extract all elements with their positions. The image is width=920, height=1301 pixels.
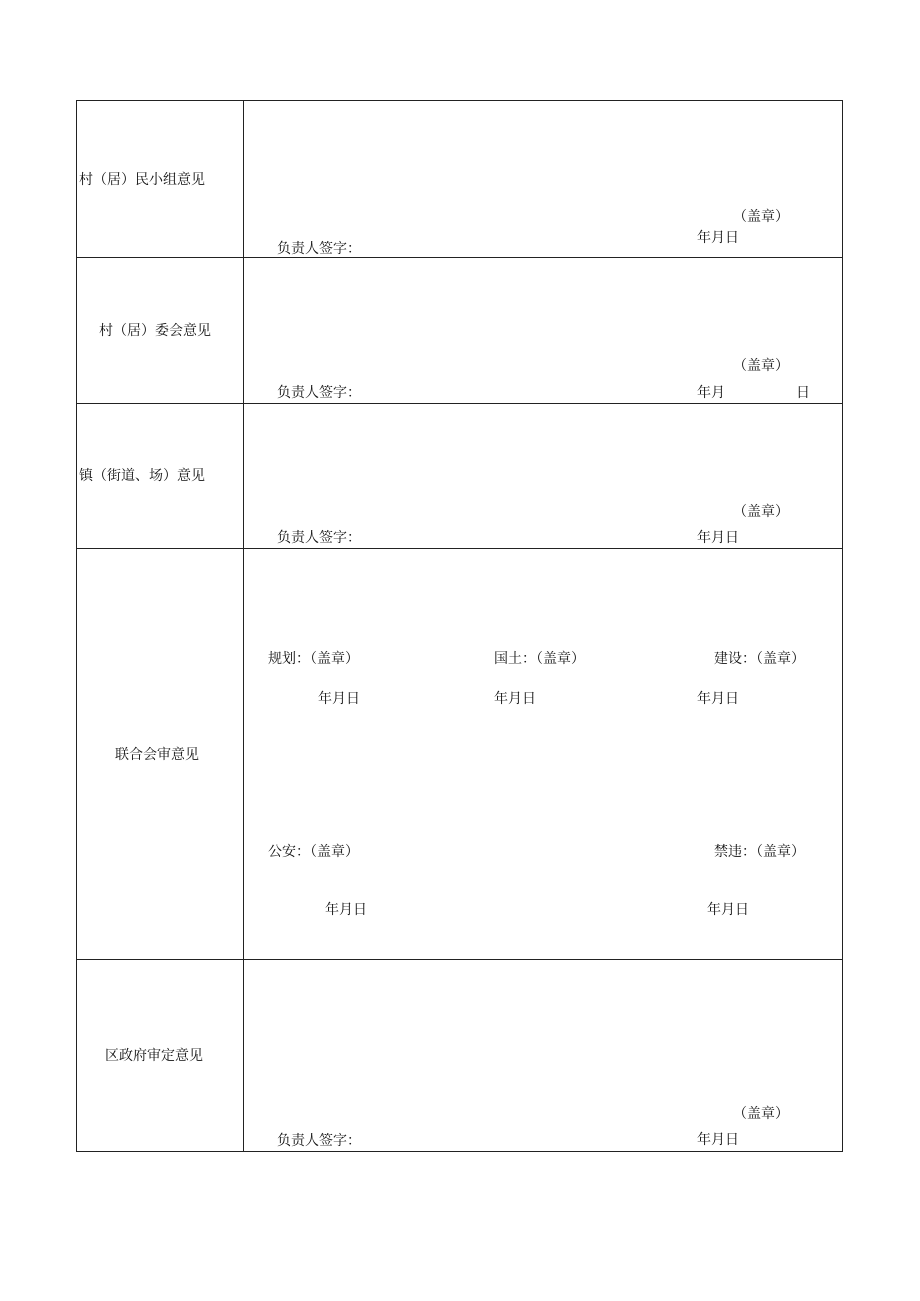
date-label: 年月日 (325, 902, 367, 918)
row-divider (76, 257, 843, 258)
dept-land: 国土：（盖章） (494, 651, 585, 667)
signature-label: 负责人签字： (277, 1133, 361, 1149)
row-divider (76, 548, 843, 549)
date-label: 年月日 (697, 1132, 739, 1148)
seal-note: （盖章） (733, 504, 789, 520)
date-label: 年月日 (697, 691, 739, 707)
dept-anti-illegal-building: 禁违：（盖章） (714, 844, 805, 860)
dept-planning: 规划：（盖章） (268, 651, 359, 667)
row-label-village-committee: 村（居）委会意见 (99, 323, 211, 339)
row-label-joint-review: 联合会审意见 (115, 747, 199, 763)
signature-label: 负责人签字： (277, 241, 361, 257)
seal-note: （盖章） (733, 1106, 789, 1122)
row-label-town: 镇（街道、场）意见 (79, 468, 205, 484)
dept-public-security: 公安：（盖章） (268, 844, 359, 860)
row-divider (76, 403, 843, 404)
dept-construction: 建设：（盖章） (714, 651, 805, 667)
date-label: 年月日 (697, 230, 739, 246)
date-day-label: 日 (796, 385, 810, 401)
date-month-label: 年月 (697, 385, 725, 401)
date-label: 年月日 (707, 902, 749, 918)
signature-label: 负责人签字： (277, 385, 361, 401)
signature-label: 负责人签字： (277, 530, 361, 546)
seal-note: （盖章） (733, 358, 789, 374)
date-label: 年月日 (697, 530, 739, 546)
row-divider (76, 959, 843, 960)
date-label: 年月日 (494, 691, 536, 707)
row-label-villager-group: 村（居）民小组意见 (79, 172, 205, 188)
row-label-district-government: 区政府审定意见 (105, 1048, 203, 1064)
seal-note: （盖章） (733, 209, 789, 225)
date-label: 年月日 (318, 691, 360, 707)
